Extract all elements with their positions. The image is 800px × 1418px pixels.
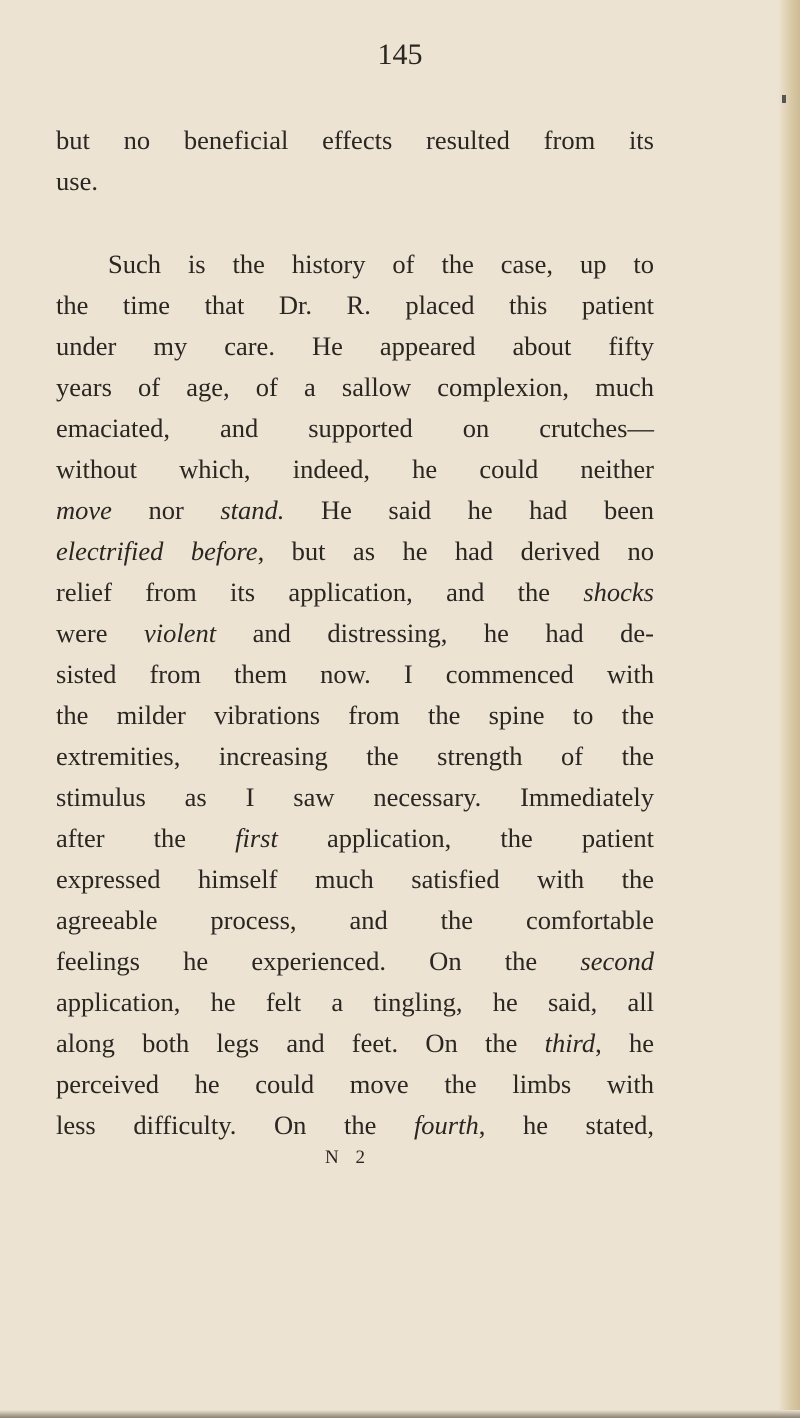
text-line <box>56 490 654 531</box>
text-line <box>56 1105 654 1146</box>
text-line: under my care. He appeared about fifty <box>56 331 654 361</box>
italic-word: shocks <box>583 577 654 607</box>
text-segment: application, the patient <box>277 823 654 853</box>
italic-word: stand. <box>220 495 285 525</box>
text-line: years of age, of a sallow complexion, much <box>56 372 654 402</box>
signature-mark: N 2 <box>325 1147 371 1168</box>
text-line: the milder vibrations from the spine to the <box>56 700 654 730</box>
text-line <box>56 1023 654 1064</box>
text-line: use. <box>56 166 98 196</box>
page-edge-right <box>778 0 800 1418</box>
text-line: perceived he could move the limbs with <box>56 1069 654 1099</box>
italic-word: electrified before <box>56 536 258 566</box>
text-segment: relief from its application, and the <box>56 577 584 607</box>
text-segment: were <box>56 618 144 648</box>
text-line: sisted from them now. I commenced with <box>56 659 654 689</box>
text-segment: feelings he experienced. On the <box>56 946 581 976</box>
text-line: the time that Dr. R. placed this patient <box>56 290 654 320</box>
text-line: but no beneficial effects resulted from its <box>56 125 654 155</box>
body-text <box>56 120 654 1146</box>
text-line <box>56 818 654 859</box>
text-line <box>56 613 654 654</box>
text-line: application, he felt a tingling, he said, all <box>56 987 654 1017</box>
text-segment: after the <box>56 823 236 853</box>
text-segment: nor <box>111 495 221 525</box>
italic-word: violent <box>144 618 217 648</box>
stray-mark <box>782 95 786 103</box>
text-line: extremities, increasing the strength of the <box>56 741 654 771</box>
italic-word: third <box>544 1028 596 1058</box>
text-segment: and distressing, he had de- <box>216 618 654 648</box>
text-line: without which, indeed, he could neither <box>56 454 654 484</box>
text-line <box>56 531 654 572</box>
text-line: stimulus as I saw necessary. Immediately <box>56 782 654 812</box>
text-line <box>56 572 654 613</box>
text-line: expressed himself much satisfied with the <box>56 864 654 894</box>
text-line: emaciated, and supported on crutches— <box>56 413 654 443</box>
italic-word: move <box>56 495 112 525</box>
page-edge-bottom <box>0 1410 800 1418</box>
text-segment: less difficulty. On the <box>56 1110 414 1140</box>
page-number: 145 <box>377 38 423 71</box>
paragraph-gap <box>56 202 654 244</box>
text-segment: He said he had been <box>284 495 655 525</box>
italic-word: second <box>580 946 654 976</box>
text-segment: along both legs and feet. On the <box>56 1028 545 1058</box>
text-line <box>56 941 654 982</box>
text-line: agreeable process, and the comfortable <box>56 905 654 935</box>
text-line: Such is the history of the case, up to <box>108 249 654 279</box>
text-segment: , he stated, <box>478 1110 654 1140</box>
text-segment: , but as he had derived no <box>257 536 654 566</box>
italic-word: fourth <box>413 1110 479 1140</box>
italic-word: first <box>235 823 278 853</box>
text-segment: , he <box>595 1028 654 1058</box>
